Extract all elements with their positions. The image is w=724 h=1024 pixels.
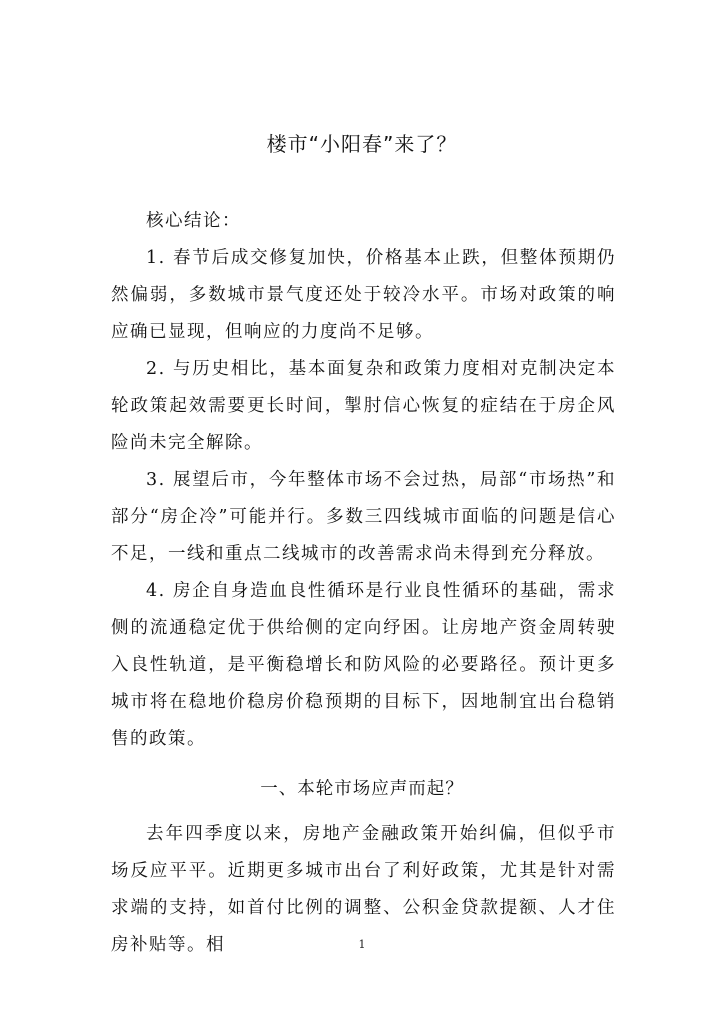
core-conclusions [111, 203, 616, 758]
paragraph-4: 4. 房企自身造血良性循环是行业良性循环的基础，需求侧的流通稳定优于供给侧的定向纾困。让房地产资金周转驶入良性轨道，是平衡稳增长和防风险的必要路径。预计更多城市将在稳地价稳房价稳预期的目标下，因地制宜出台稳销售的政策。 [111, 581, 616, 749]
page-number: 1 [358, 938, 366, 951]
paragraph-3: 3. 展望后市，今年整体市场不会过热，局部“市场热”和部分“房企冷”可能并行。多数三四线城市面临的问题是信心不足，一线和重点二线城市的改善需求尚未得到充分释放。 [111, 470, 616, 564]
paragraph-1: 1. 春节后成交修复加快，价格基本止跌，但整体预期仍然偏弱，多数城市景气度还处于较冷水平。市场对政策的响应确已显现，但响应的力度尚不足够。 [111, 248, 616, 342]
paragraph-2: 2. 与历史相比，基本面复杂和政策力度相对克制决定本轮政策起效需要更长时间，掣肘信心恢复的症结在于房企风险尚未完全解除。 [111, 359, 616, 453]
section-heading: 一、本轮市场应声而起？ [260, 779, 464, 799]
paragraph-heading: 核心结论： [146, 211, 241, 231]
section-paragraph: 去年四季度以来，房地产金融政策开始纠偏，但似乎市场反应平平。近期更多城市出台了利好政策，尤其是针对需求端的支持，如首付比例的调整、公积金贷款提额、人才住房补贴等。相 [111, 824, 616, 955]
document-title: 楼市“小阳春”来了？ [266, 132, 458, 156]
